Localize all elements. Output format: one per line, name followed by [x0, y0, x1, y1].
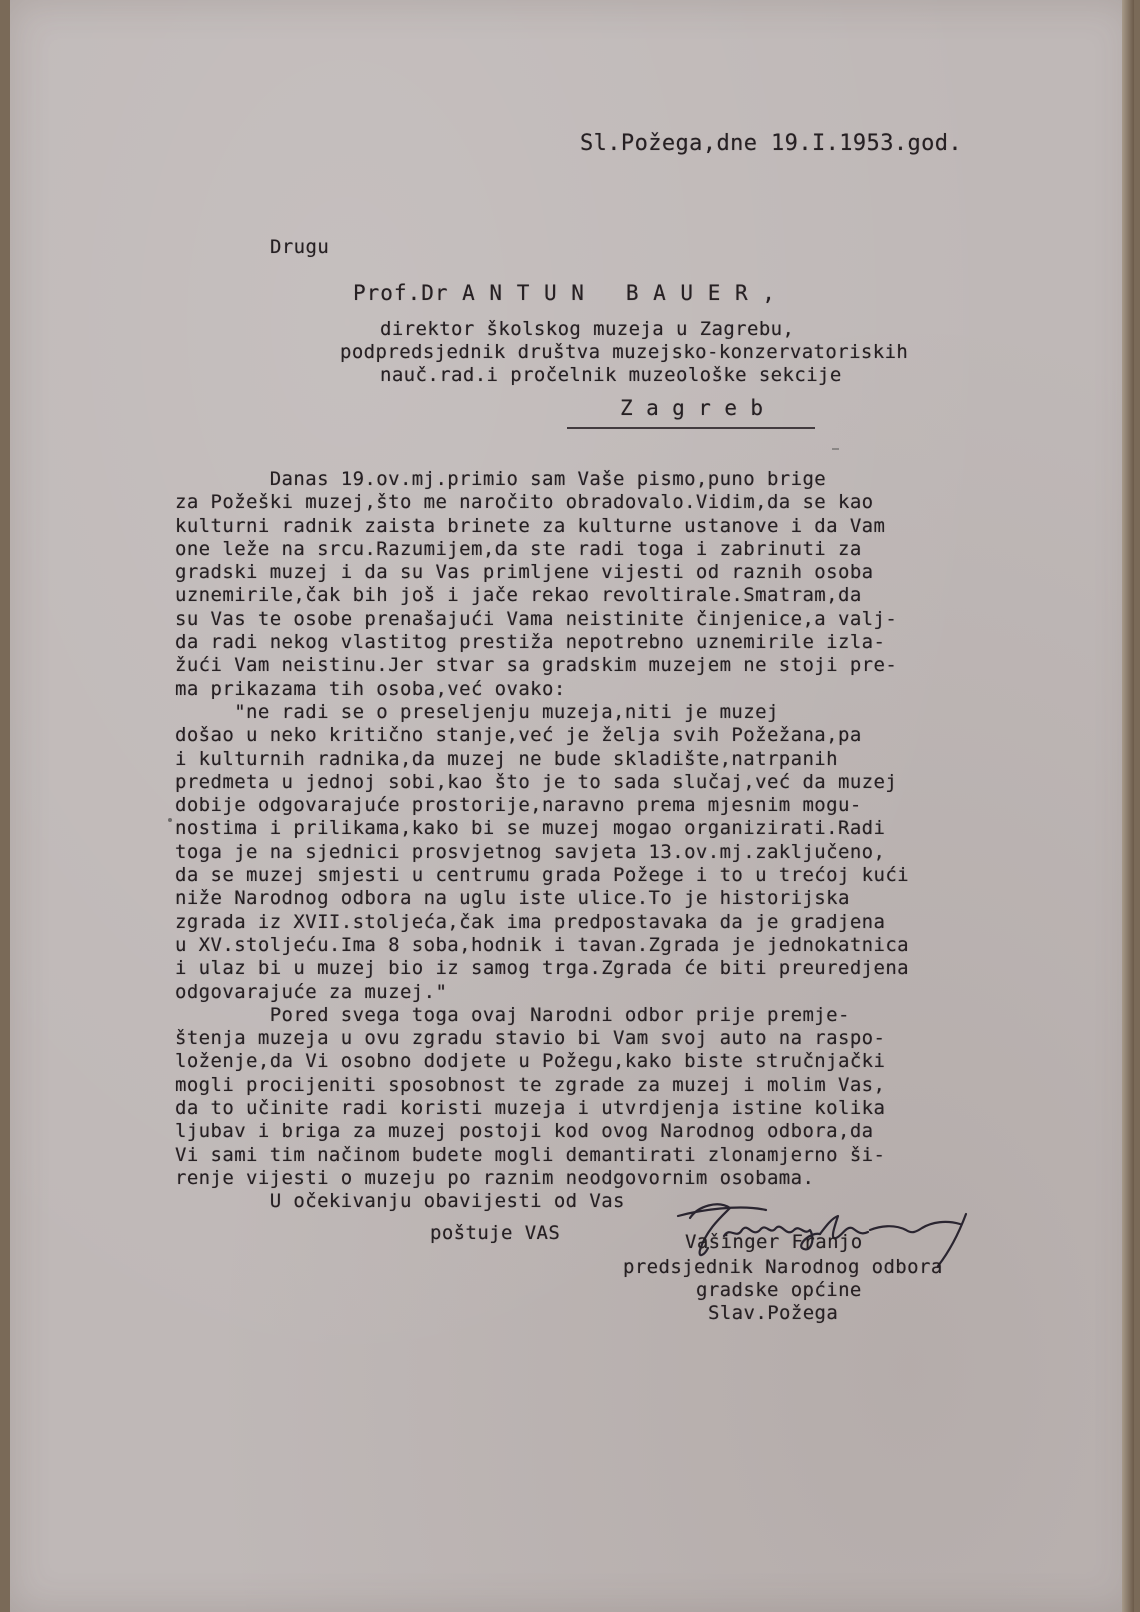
body-line: i ulaz bi u muzej bio iz samog trga.Zgrada će biti preuredjena — [175, 957, 910, 980]
body-line: Danas 19.ov.mj.primio sam Vaše pismo,puno brige — [175, 468, 827, 490]
body-line: došao u neko kritično stanje,već je želja svih Požežana,pa — [175, 724, 862, 747]
body-line: u XV.stoljeću.Ima 8 soba,hodnik i tavan.Zgrada je jednokatnica — [175, 933, 910, 956]
recipient-title-line-1: direktor školskog muzeja u Zagrebu, — [380, 318, 795, 340]
recipient-name: Prof.Dr A N T U N B A U E R , — [353, 281, 776, 305]
signer-title-line-1: predsjednik Narodnog odbora — [623, 1256, 943, 1278]
body-line: loženje,da Vi osobno dodjete u Požegu,kako biste stručnjački — [175, 1050, 886, 1073]
underline-rule — [567, 427, 815, 429]
body-line: niže Narodnog odbora na uglu iste ulice.To je historijska — [175, 887, 850, 910]
body-line: odgovarajuće za muzej." — [175, 980, 448, 1003]
body-line: su Vas te osobe prenašajući Vama neistinite činjenice,a valj- — [175, 607, 898, 630]
body-line: kulturni radnik zaista brinete za kulturne ustanove i da Vam — [175, 514, 886, 537]
letter-date: Sl.Požega,dne 19.I.1953.god. — [580, 131, 963, 156]
signer-title-line-3: Slav.Požega — [708, 1302, 839, 1324]
body-line: predmeta u jednoj sobi,kao što je to sada slučaj,već da muzej — [175, 770, 898, 793]
body-line: one leže na srcu.Razumijem,da ste radi toga i zabrinuti za — [175, 537, 862, 560]
body-line: ma prikazama tih osoba,već ovako: — [175, 677, 566, 700]
recipient-city: Z a g r e b — [620, 396, 764, 420]
page-edge-shadow — [1122, 0, 1134, 1612]
body-line: i kulturnih radnika,da muzej ne bude skladište,natrpanih — [175, 747, 838, 770]
body-line: gradski muzej i da su Vas primljene vijesti od raznih osoba — [175, 561, 874, 584]
body-line: dobije odgovarajuće prostorije,naravno prema mjesnim mogu- — [175, 794, 862, 817]
body-line: Pored svega toga ovaj Narodni odbor prije premje- — [175, 1003, 850, 1026]
body-line: da to učinite radi koristi muzeja i utvrdjenja istine kolika — [175, 1097, 886, 1120]
body-line: štenja muzeja u ovu zgradu stavio bi Vam svoj auto na raspo- — [175, 1027, 886, 1050]
closing: poštuje VAS — [430, 1222, 561, 1244]
stray-dot — [168, 818, 172, 822]
recipient-title-line-2: podpredsjednik društva muzejsko-konzervatoriskih — [340, 341, 909, 363]
recipient-title-line-3: nauč.rad.i pročelnik muzeološke sekcije — [380, 364, 842, 386]
body-line: ljubav i briga za muzej postoji kod ovog Narodnog odbora,da — [175, 1120, 874, 1143]
signer-name: Vašinger Franjo — [685, 1231, 863, 1253]
body-line: Vi sami tim načinom budete mogli demantirati zlonamjerno ši- — [175, 1143, 886, 1166]
body-line: zgrada iz XVII.stoljeća,čak ima predpostavaka da je gradjena — [175, 910, 886, 933]
stray-mark — [832, 448, 839, 450]
body-line: "ne radi se o preseljenju muzeja,niti je muzej — [175, 700, 779, 723]
body-line: mogli procijeniti sposobnost te zgrade za muzej i molim Vas, — [175, 1073, 886, 1096]
salutation: Drugu — [270, 236, 330, 258]
body-line: da se muzej smjesti u centrumu grada Požege i to u trećoj kući — [175, 864, 910, 887]
letter-body — [175, 468, 909, 1214]
body-line: renje vijesti o muzeju po raznim neodgovornim osobama. — [175, 1166, 815, 1189]
signer-title-line-2: gradske općine — [696, 1279, 862, 1301]
body-line: U očekivanju obavijesti od Vas — [175, 1190, 625, 1213]
letter-page — [10, 0, 1134, 1612]
body-line: toga je na sjednici prosvjetnog savjeta 13.ov.mj.zaključeno, — [175, 840, 886, 863]
body-line: žući Vam neistinu.Jer stvar sa gradskim muzejem ne stoji pre- — [175, 654, 898, 677]
body-line: da radi nekog vlastitog prestiža nepotrebno uznemirile izla- — [175, 631, 886, 654]
body-line: uznemirile,čak bih još i jače rekao revoltirale.Smatram,da — [175, 584, 862, 607]
body-line: za Požeški muzej,što me naročito obradovalo.Vidim,da se kao — [175, 491, 874, 514]
body-line: nostima i prilikama,kako bi se muzej mogao organizirati.Radi — [175, 817, 886, 840]
